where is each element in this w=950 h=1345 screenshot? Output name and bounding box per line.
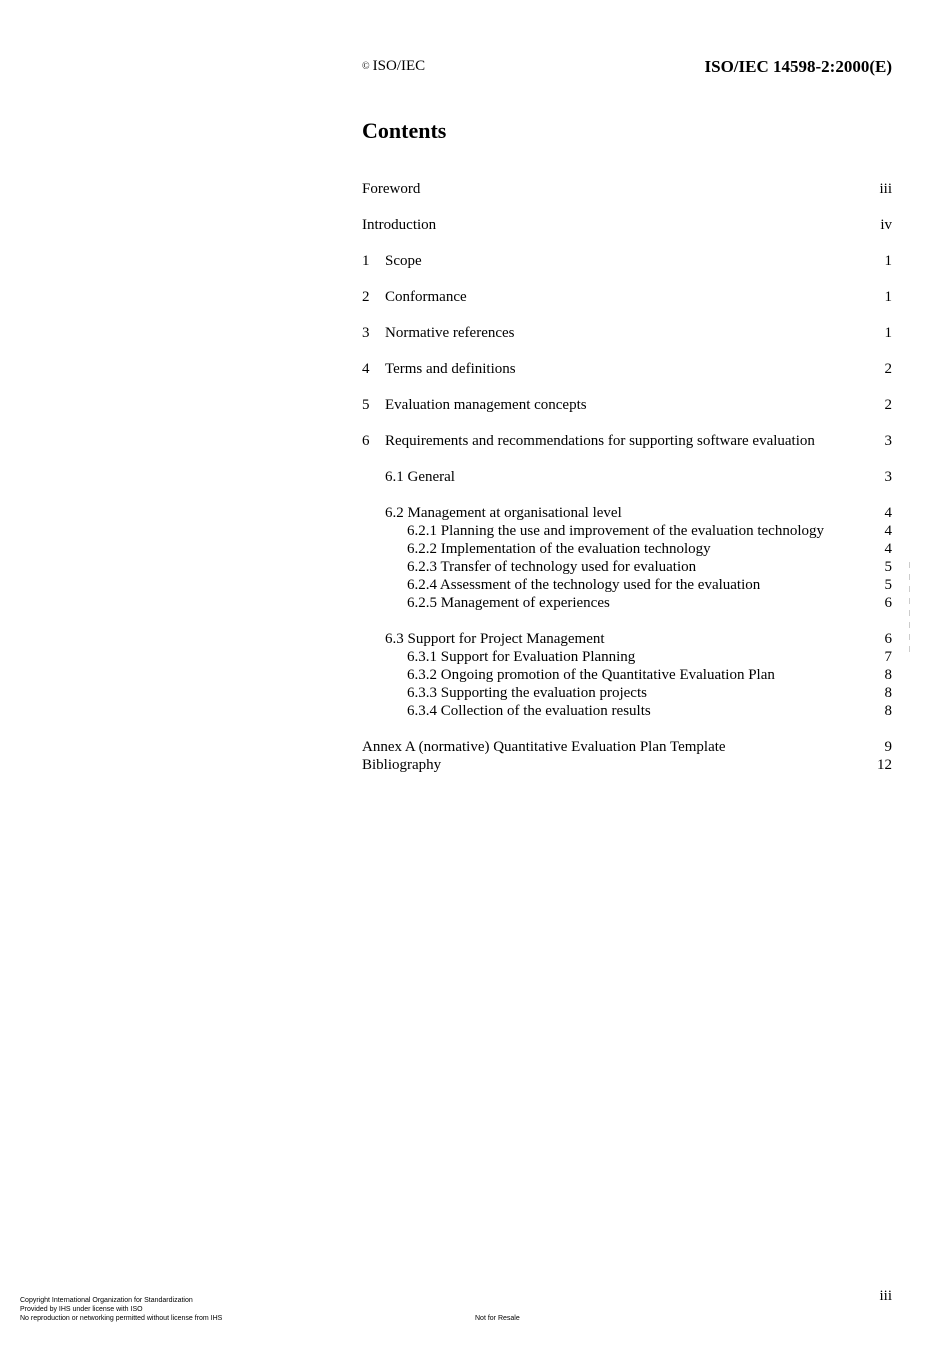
toc-entry-label bbox=[362, 432, 815, 450]
toc-entry-page: 8 bbox=[884, 685, 892, 701]
toc-entry-label bbox=[362, 630, 605, 648]
toc-entry[interactable] bbox=[362, 630, 892, 648]
toc-entry[interactable] bbox=[362, 648, 892, 666]
toc-entry-title: 6.2.1 Planning the use and improvement of the evaluation technology bbox=[407, 523, 824, 539]
toc-entry[interactable] bbox=[362, 432, 892, 450]
toc-entry-page: 6 bbox=[884, 595, 892, 611]
copyright-footer bbox=[20, 1296, 222, 1323]
toc-entry-page: 1 bbox=[884, 289, 892, 305]
toc-entry-title: Evaluation management concepts bbox=[385, 397, 587, 413]
toc-entry-page: 12 bbox=[877, 757, 892, 773]
toc-entry-title: Annex A (normative) Quantitative Evaluation Plan Template bbox=[362, 739, 726, 755]
toc-entry-page: 9 bbox=[884, 739, 892, 755]
toc-entry-label bbox=[362, 648, 635, 666]
toc-entry-page: 3 bbox=[884, 433, 892, 449]
toc-entry-label bbox=[362, 540, 711, 558]
toc-entry-label bbox=[362, 396, 587, 414]
copyright-symbol: © bbox=[362, 61, 370, 72]
toc-entry[interactable] bbox=[362, 324, 892, 342]
header-owner bbox=[362, 58, 425, 75]
toc-entry-label bbox=[362, 522, 824, 540]
toc-entry-title: 6.2 Management at organisational level bbox=[385, 505, 622, 521]
toc-entry-label bbox=[362, 576, 760, 594]
toc-entry[interactable] bbox=[362, 216, 892, 234]
toc-entry[interactable] bbox=[362, 522, 892, 540]
toc-entry[interactable] bbox=[362, 666, 892, 684]
toc-entry-page: 8 bbox=[884, 703, 892, 719]
toc-entry-title: Bibliography bbox=[362, 757, 442, 773]
toc-entry[interactable] bbox=[362, 702, 892, 720]
toc-entry[interactable] bbox=[362, 252, 892, 270]
footer-line-3: No reproduction or networking permitted without license from IHS bbox=[20, 1315, 223, 1322]
header-owner-text: ISO/IEC bbox=[372, 58, 426, 74]
toc-entry-title: 6.2.2 Implementation of the evaluation technology bbox=[407, 541, 711, 557]
toc-entry[interactable] bbox=[362, 684, 892, 702]
toc-entry-page: 4 bbox=[884, 541, 892, 557]
toc-entry[interactable] bbox=[362, 468, 892, 486]
toc-entry[interactable] bbox=[362, 288, 892, 306]
toc-entry-page: 8 bbox=[884, 667, 892, 683]
toc-entry-label bbox=[362, 666, 775, 684]
toc-entry-label bbox=[362, 756, 441, 774]
toc-entry-label bbox=[362, 594, 610, 612]
toc-entry-page: iii bbox=[879, 181, 892, 197]
toc-entry-title: 6.3.4 Collection of the evaluation results bbox=[407, 703, 651, 719]
toc-entry-label bbox=[362, 702, 651, 720]
toc-entry[interactable] bbox=[362, 756, 892, 774]
toc-entry-title: 6.2.5 Management of experiences bbox=[407, 595, 610, 611]
toc-entry[interactable] bbox=[362, 738, 892, 756]
footer-line-2: Provided by IHS under license with ISO bbox=[20, 1306, 143, 1313]
toc-entry-label bbox=[362, 180, 420, 198]
toc-entry-title: 6.3.3 Supporting the evaluation projects bbox=[407, 685, 647, 701]
not-for-resale: Not for Resale bbox=[475, 1315, 520, 1322]
toc-entry-title: Terms and definitions bbox=[385, 361, 516, 377]
toc-entry-label bbox=[362, 216, 436, 234]
toc-entry-number: 5 bbox=[362, 397, 370, 413]
toc-entry[interactable] bbox=[362, 396, 892, 414]
toc-entry-page: 7 bbox=[884, 649, 892, 665]
toc-entry-title: 6.3.1 Support for Evaluation Planning bbox=[407, 649, 636, 665]
toc-entry-label bbox=[362, 288, 467, 306]
toc-entry-title: Conformance bbox=[385, 289, 467, 305]
standard-id: ISO/IEC 14598-2:2000(E) bbox=[704, 57, 892, 76]
toc-entry-page: 4 bbox=[884, 505, 892, 521]
toc-entry[interactable] bbox=[362, 540, 892, 558]
toc-entry-title: 6.3 Support for Project Management bbox=[385, 631, 605, 647]
toc-entry-title: 6.1 General bbox=[385, 469, 455, 485]
toc-entry-page: 1 bbox=[884, 253, 892, 269]
toc-entry-label bbox=[362, 324, 515, 342]
toc-entry-title: Foreword bbox=[362, 181, 421, 197]
toc-entry-title: Normative references bbox=[385, 325, 515, 341]
toc-entry-label bbox=[362, 738, 726, 756]
toc-entry-page: 5 bbox=[884, 559, 892, 575]
toc-entry[interactable] bbox=[362, 594, 892, 612]
toc-entry-number: 1 bbox=[362, 253, 370, 269]
toc-entry-title: 6.2.4 Assessment of the technology used for the evaluation bbox=[407, 577, 761, 593]
toc-entry-label bbox=[362, 558, 696, 576]
toc-entry-label bbox=[362, 360, 516, 378]
toc-entry-number: 3 bbox=[362, 325, 370, 341]
page-number: iii bbox=[879, 1288, 892, 1304]
table-of-contents bbox=[362, 180, 892, 774]
toc-entry[interactable] bbox=[362, 360, 892, 378]
toc-entry-page: iv bbox=[880, 217, 892, 233]
toc-entry-page: 2 bbox=[884, 397, 892, 413]
toc-entry-number: 4 bbox=[362, 361, 370, 377]
toc-entry-title: Introduction bbox=[362, 217, 437, 233]
page-title: Contents bbox=[362, 118, 447, 143]
toc-entry-title: Requirements and recommendations for supporting software evaluation bbox=[385, 433, 815, 449]
toc-entry[interactable] bbox=[362, 576, 892, 594]
toc-entry-page: 1 bbox=[884, 325, 892, 341]
toc-entry-page: 5 bbox=[884, 577, 892, 593]
toc-entry-title: 6.3.2 Ongoing promotion of the Quantitative Evaluation Plan bbox=[407, 667, 775, 683]
margin-marks bbox=[906, 562, 912, 662]
toc-entry-title: Scope bbox=[385, 253, 422, 269]
footer-line-1: Copyright International Organization for Standardization bbox=[20, 1297, 193, 1304]
toc-entry[interactable] bbox=[362, 180, 892, 198]
toc-entry-label bbox=[362, 252, 422, 270]
toc-entry-label bbox=[362, 468, 455, 486]
toc-entry-title: 6.2.3 Transfer of technology used for evaluation bbox=[407, 559, 697, 575]
toc-entry[interactable] bbox=[362, 504, 892, 522]
toc-entry-label bbox=[362, 504, 622, 522]
toc-entry-page: 3 bbox=[884, 469, 892, 485]
toc-entry-page: 6 bbox=[884, 631, 892, 647]
toc-entry-page: 2 bbox=[884, 361, 892, 377]
toc-entry-number: 2 bbox=[362, 289, 370, 305]
toc-entry-label bbox=[362, 684, 647, 702]
toc-entry[interactable] bbox=[362, 558, 892, 576]
toc-entry-number: 6 bbox=[362, 433, 370, 449]
toc-entry-page: 4 bbox=[884, 523, 892, 539]
